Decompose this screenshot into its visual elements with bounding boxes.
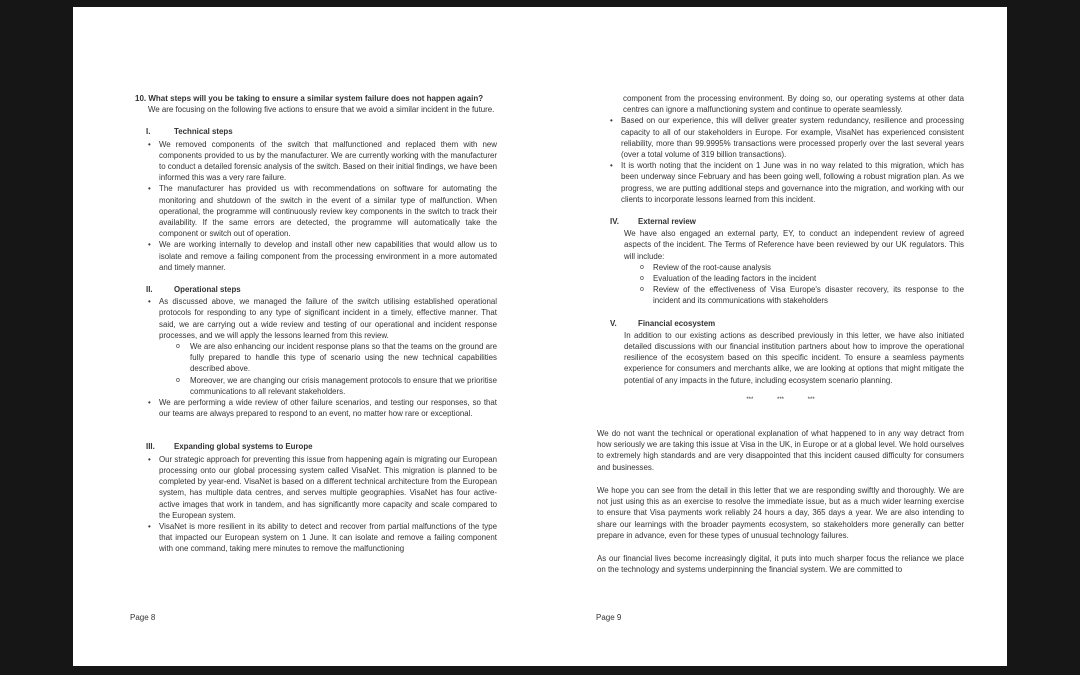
- section-title: Operational steps: [174, 285, 241, 295]
- intro-paragraph: We are focusing on the following five actions to ensure that we avoid a similar incident in the future.: [148, 105, 495, 115]
- operational-steps-list: [133, 296, 497, 419]
- continued-paragraph: component from the processing environment. By doing so, our operating systems at other data centres can ignore a malfunctioning system and continue to operate seamlessly.: [623, 94, 964, 115]
- list-item: • The manufacturer has provided us with recommendations on software for automating the monitoring and shutdown of the switch in the event of a similar type of malfunction. When operational, the programme will continuously review key components in the switch to track their availability. If the same errors are detected, the programme will automatically take the component or switch out of operation.: [133, 183, 497, 239]
- page-number-right: Page 9: [596, 613, 622, 622]
- section-number: V.: [610, 318, 617, 328]
- list-item-text: As discussed above, we managed the failure of the switch utilising established operational protocols for responding to any type of significant incident in a timely, effective manner. That said, we are carrying out a wide review and testing of our operational and incident response processes, and we will apply the lessons learned from this review.: [159, 297, 497, 340]
- external-review-sublist: [597, 262, 964, 307]
- closing-paragraph: We hope you can see from the detail in this letter that we are responding swiftly and thoroughly. We are not just using this as an exercise to resolve the immediate issue, but as a much wider learning exercise to ensure that Visa payments work reliably 24 hours a day, 365 days a year. We are also intending to share our learnings with the broader payments ecosystem, so stakeholders more generally can better prepare in advance, even for these types of unusual technology failures.: [597, 485, 964, 540]
- list-item: [133, 296, 497, 397]
- section-title: Financial ecosystem: [638, 318, 716, 328]
- section-heading-expanding: [146, 441, 497, 452]
- migration-list: [595, 115, 964, 205]
- external-review-text: We have also engaged an external party, EY, to conduct an independent review of agreed aspects of the incident. The Terms of Reference have been reviewed by our UK regulators. This will include:: [624, 229, 964, 261]
- sublist-item: o Moreover, we are changing our crisis management protocols to ensure that we prioritise communications to all relevant stakeholders.: [133, 375, 497, 397]
- section-heading-technical: [146, 126, 497, 137]
- section-title: Expanding global systems to Europe: [174, 442, 313, 452]
- sublist-item: o Review of the effectiveness of Visa Europe's disaster recovery, its response to the incident and its communications with stakeholders: [597, 284, 964, 306]
- list-item: • VisaNet is more resilient in its ability to detect and recover from partial malfunctions of the type that impacted our European system on 1 June. It can isolate and remove a failing component with one command, taking mere minutes to remove the malfunctioning: [133, 521, 497, 555]
- right-page-column: [597, 93, 964, 575]
- section-number: II.: [146, 285, 153, 295]
- section-number: IV.: [610, 217, 619, 227]
- list-item: • It is worth noting that the incident on 1 June was in no way related to this migration, which has been underway since February and has been going well, following a robust migration plan. As we progress, we are putting additional steps and governance into the migration, and working with our clients to incorporate lessons learned from this incident.: [595, 160, 964, 205]
- section-heading-financial-ecosystem: [610, 318, 964, 329]
- closing-paragraph: As our financial lives become increasingly digital, it puts into much sharper focus the reliance we place on the technology and systems underpinning the financial system. We are committed to: [597, 553, 964, 575]
- page-number-left: Page 8: [130, 613, 156, 622]
- sublist-item: o Evaluation of the leading factors in the incident: [597, 273, 964, 284]
- expanding-systems-list: [133, 454, 497, 555]
- list-item: • We are working internally to develop and install other new capabilities that would allow us to isolate and remove a failing component from the processing environment in a more automated and timely manner.: [133, 239, 497, 273]
- section-heading-external-review: [610, 216, 964, 227]
- section-title: Technical steps: [174, 127, 233, 137]
- operational-sublist: [133, 341, 497, 397]
- section-number: I.: [146, 127, 151, 137]
- list-item: • Our strategic approach for preventing this issue from happening again is migrating our European processing onto our global processing system called VisaNet. This migration is planned to be completed by year-end. VisaNet is based on a different technical architecture from the European system, has multiple data centres, and serves multiple geographies. VisaNet has four active-active images that work in tandem, and has significantly more capacity and scale compared to the European system.: [133, 454, 497, 521]
- list-item: • We removed components of the switch that malfunctioned and replaced them with new components provided to us by the manufacturer. We are currently working with the manufacturer to conduct a detailed forensic analysis of the switch. Based on their initial findings, we have been informed this was a very rare failure.: [133, 139, 497, 184]
- section-heading-operational: [146, 284, 497, 295]
- left-page-column: [133, 93, 497, 555]
- technical-steps-list: [133, 139, 497, 273]
- sublist-item: o We are also enhancing our incident response plans so that the teams on the ground are fully prepared to handle this type of scenario using the new technical capabilities described above.: [133, 341, 497, 375]
- sublist-item: o Review of the root-cause analysis: [597, 262, 964, 273]
- list-item: • Based on our experience, this will deliver greater system redundancy, resilience and processing capacity to all of our stakeholders in Europe. For example, VisaNet has experienced consistent reliability, more than 99.9995% transactions were processed properly over the last several years (over a total volume of 319 billion transactions).: [595, 115, 964, 160]
- question-heading: 10. What steps will you be taking to ensure a similar system failure does not happen again?: [135, 94, 484, 103]
- closing-paragraph: We do not want the technical or operational explanation of what happened to in any way detract from how seriously we are taking this issue at Visa in the UK, in Europe or at a global level. We hold ourselves to extremely high standards and are very disappointed that this incident caused difficulty for consumers and businesses.: [597, 429, 964, 472]
- section-title: External review: [638, 217, 696, 227]
- financial-ecosystem-text: In addition to our existing actions as described previously in this letter, we have also initiated detailed discussions with our financial institution partners about how to improve the operational resilience of the ecosystem based on this specific incident. To ensure a seamless payments experience for consumers and merchants alike, we are looking at options that might mitigate the potential of any impacts in the future, including ecosystem scenario planning.: [624, 330, 964, 385]
- document-spread: [73, 7, 1007, 666]
- list-item: • We are performing a wide review of other failure scenarios, and testing our responses, so that our teams are always prepared to respond to an event, no matter how rare or exceptional.: [133, 397, 497, 419]
- section-separator: *** *** ***: [746, 396, 815, 403]
- section-number: III.: [146, 442, 155, 452]
